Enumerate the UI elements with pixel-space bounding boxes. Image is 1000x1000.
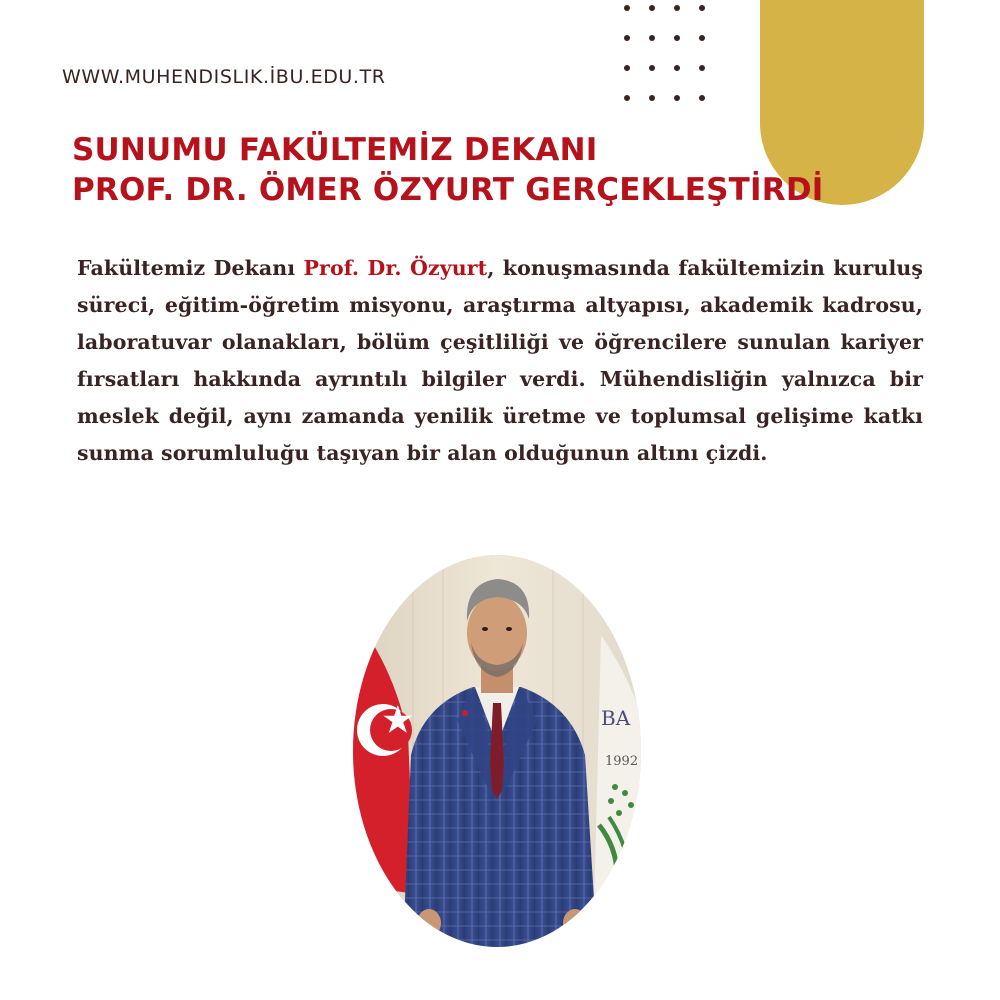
article-paragraph: [77, 250, 923, 472]
title-line-2: PROF. DR. ÖMER ÖZYURT GERÇEKLEŞTİRDİ: [72, 172, 824, 208]
svg-text:BA: BA: [601, 706, 631, 730]
site-url: WWW.MUHENDISLIK.İBU.EDU.TR: [62, 66, 386, 88]
svg-text:1992: 1992: [605, 754, 639, 769]
title-line-1: SUNUMU FAKÜLTEMİZ DEKANI: [72, 132, 598, 168]
dean-portrait-photo: [353, 555, 641, 947]
dot-grid-decoration: [624, 5, 707, 101]
page-title: [72, 130, 824, 210]
article-highlight-name: Prof. Dr. Özyurt: [303, 256, 488, 280]
article-rest: , konuşmasında fakültemizin kuruluş süreci, eğitim-öğretim misyonu, araştırma altyapısı, akademik kadrosu, laboratuvar olanakları, bölüm çeşitliliği ve öğrencilere sunulan kariyer fırsatları hakkında ayrıntılı bilgiler verdi. Mühendisliğin yalnızca bir meslek değil, aynı zamanda yenilik üretme ve toplumsal gelişime katkı sunma sorumluluğu taşıyan bir alan olduğunun altını çizdi.: [77, 256, 923, 465]
article-intro: Fakültemiz Dekanı: [77, 256, 304, 280]
